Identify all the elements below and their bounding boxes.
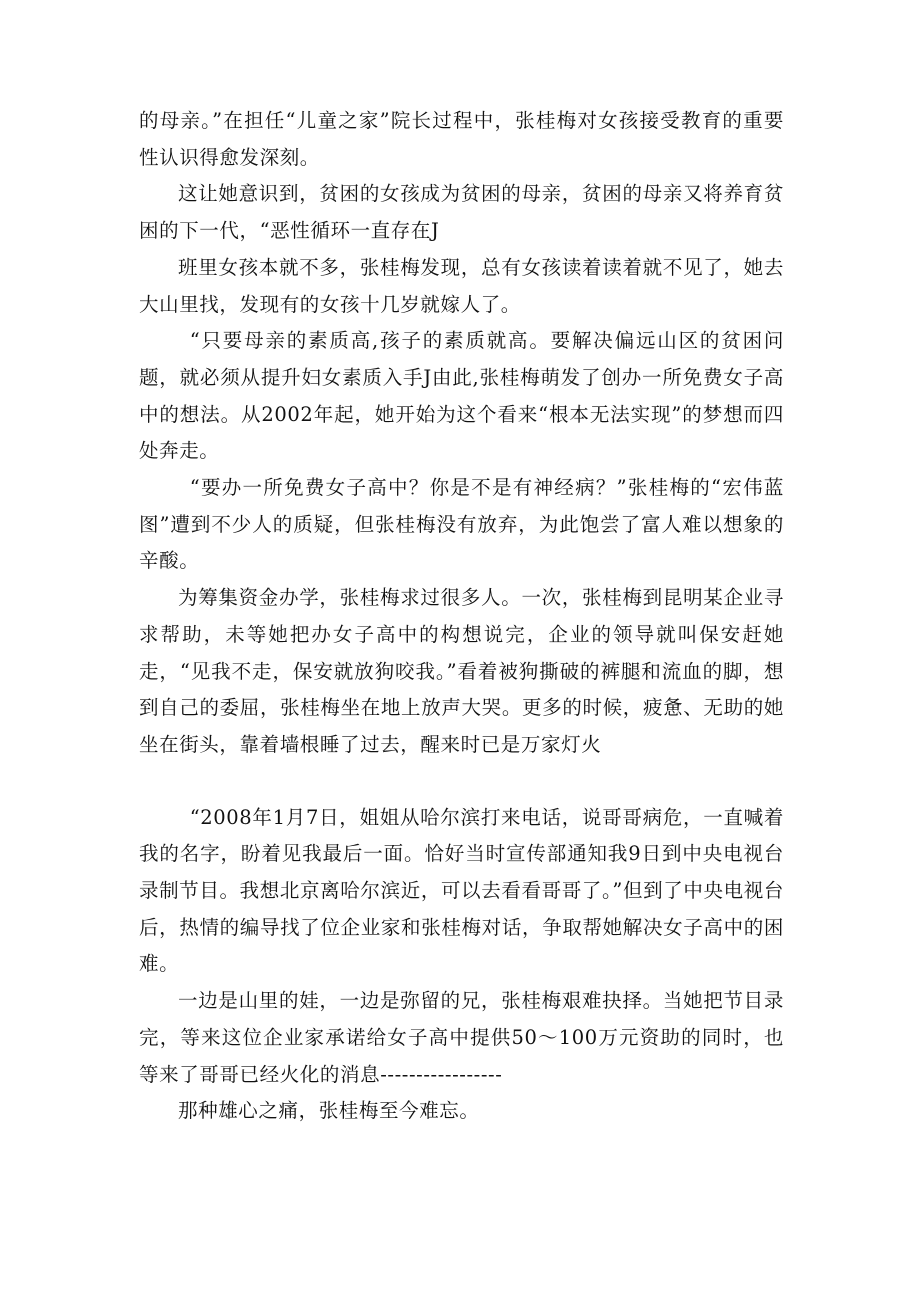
article-body (139, 103, 784, 1130)
paragraph-3: 班里女孩本就不多，张桂梅发现，总有女孩读着读着就不见了，她去大山里找，发现有的女孩十几岁就嫁人了。 (139, 255, 784, 316)
paragraph-4: “只要母亲的素质高,孩子的素质就高。要解决偏远山区的贫困问题，就必须从提升妇女素质入手J由此,张桂梅萌发了创办一所免费女子高中的想法。从2002年起，她开始为这个看来“根本无法实现”的梦想而四处奔走。 (139, 329, 784, 463)
paragraph-8: 一边是山里的娃，一边是弥留的兄，张桂梅艰难抉择。当她把节目录完，等来这位企业家承诺给女子高中提供50～100万元资助的同时，也等来了哥哥已经火化的消息----------------- (139, 989, 784, 1086)
paragraph-6: 为筹集资金办学，张桂梅求过很多人。一次，张桂梅到昆明某企业寻求帮助，未等她把办女子高中的构想说完，企业的领导就叫保安赶她走，“见我不走，保安就放狗咬我。”看着被狗撕破的裤腿和流血的脚，想到自己的委屈，张桂梅坐在地上放声大哭。更多的时候，疲惫、无助的她坐在街头，靠着墙根睡了过去，醒来时已是万家灯火 (139, 586, 784, 756)
paragraph-9: 那种雄心之痛，张桂梅至今难忘。 (178, 1099, 480, 1123)
paragraph-2: 这让她意识到，贫困的女孩成为贫困的母亲，贫困的母亲又将养育贫困的下一代，“恶性循环一直存在J (139, 182, 784, 243)
paragraph-5: “要办一所免费女子高中？你是不是有神经病？”张桂梅的“宏伟蓝图”遭到不少人的质疑，但张桂梅没有放弃，为此饱尝了富人难以想象的辛酸。 (139, 476, 784, 573)
paragraph-7: “2008年1月7日，姐姐从哈尔滨打来电话，说哥哥病危，一直喊着我的名字，盼着见我最后一面。恰好当时宣传部通知我9日到中央电视台录制节目。我想北京离哈尔滨近，可以去看看哥哥了。”但到了中央电视台后，热情的编导找了位企业家和张桂梅对话，争取帮她解决女子高中的困难。 (139, 805, 784, 976)
paragraph-1: 的母亲。”在担任“儿童之家”院长过程中，张桂梅对女孩接受教育的重要性认识得愈发深刻。 (139, 109, 784, 169)
